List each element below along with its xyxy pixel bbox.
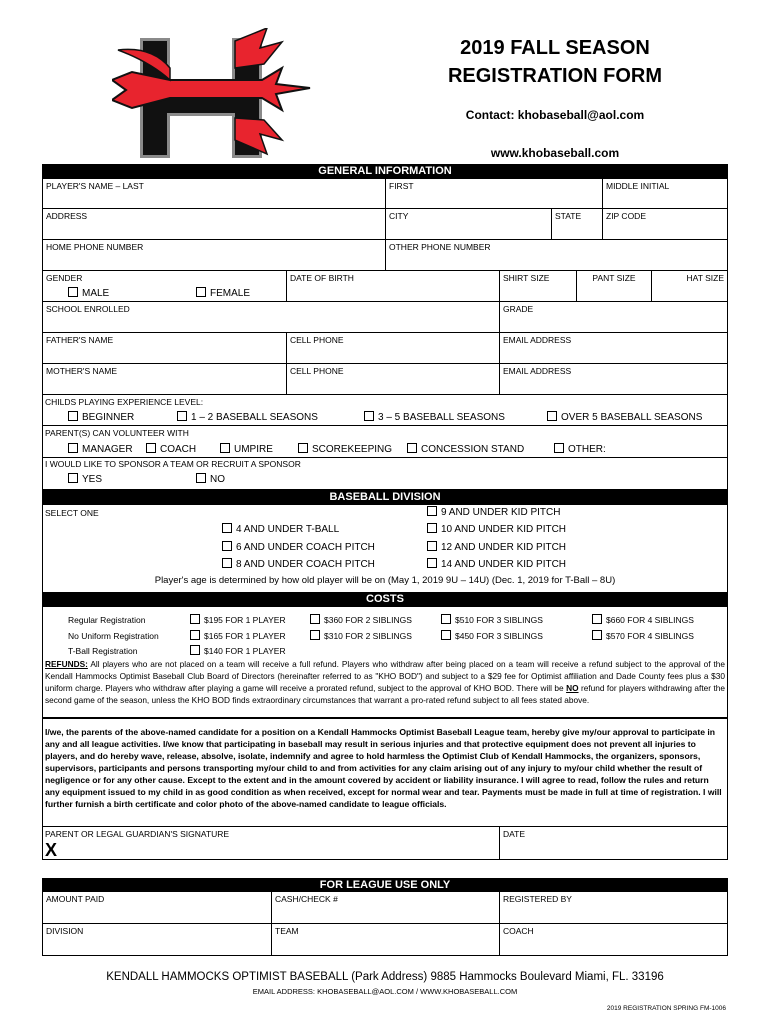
regular-1-player[interactable]	[190, 614, 286, 625]
checkbox[interactable]	[427, 506, 437, 516]
footer-email: EMAIL ADDRESS: KHOBASEBALL@AOL.COM / WWW.KHOBASEBALL.COM	[252, 987, 518, 996]
vol-coach[interactable]	[146, 443, 196, 455]
label: COACH	[160, 444, 197, 455]
volunteer-label: PARENT(S) CAN VOLUNTEER WITH	[45, 428, 189, 438]
label: REGISTERED BY	[503, 894, 572, 904]
label: COACH	[503, 926, 534, 936]
label: CONCESSION STAND	[421, 444, 525, 455]
checkbox[interactable]	[427, 541, 437, 551]
city-field[interactable]	[385, 208, 552, 240]
sponsor-yes[interactable]	[68, 473, 102, 485]
label: DIVISION	[46, 926, 84, 936]
label: 6 AND UNDER COACH PITCH	[236, 542, 375, 553]
vol-manager[interactable]	[68, 443, 133, 455]
mother-email-field[interactable]	[499, 363, 728, 395]
checkbox[interactable]	[190, 645, 200, 655]
checkbox[interactable]	[310, 614, 320, 624]
coach-field[interactable]	[499, 923, 728, 956]
label: PANT SIZE	[592, 273, 636, 283]
checkbox[interactable]	[592, 614, 602, 624]
label: OVER 5 BASEBALL SEASONS	[561, 412, 703, 423]
nouniform-1-player[interactable]	[190, 630, 286, 641]
sponsor-no[interactable]	[196, 473, 225, 485]
label: $140 FOR 1 PLAYER	[204, 646, 286, 656]
middle-initial-field[interactable]	[602, 178, 728, 209]
footer-form-code: 2019 REGISTRATION SPRING FM-1006	[606, 1005, 726, 1012]
signature-label: PARENT OR LEGAL GUARDIAN'S SIGNATURE	[45, 829, 230, 839]
label: GENDER	[46, 273, 83, 283]
label: GRADE	[503, 304, 534, 314]
age-note: Player's age is determined by how old player will be on (May 1, 2019 9U – 14U) (Dec. 1, 2019 for T-Ball – 8U)	[154, 575, 616, 586]
label: SHIRT SIZE	[503, 273, 550, 283]
label: UMPIRE	[234, 444, 273, 455]
form-title	[380, 34, 730, 90]
div-10u[interactable]	[427, 523, 566, 535]
label: 14 AND UNDER KID PITCH	[441, 559, 567, 570]
label: PLAYER'S NAME – LAST	[46, 181, 144, 191]
player-last-name-field[interactable]	[42, 178, 386, 209]
first-name-field[interactable]	[385, 178, 603, 209]
school-field[interactable]	[42, 301, 500, 333]
vol-concession[interactable]	[407, 443, 524, 455]
label: EMAIL ADDRESS	[503, 366, 572, 376]
waiver-text: I/we, the parents of the above-named candidate for a position on a Kendall Hammocks Optimist Baseball League team, hereby give my/our approval to participate in any and all league activities. I/we know that participating in baseball may result in serious injuries and that protective equipment does not prevent all injuries to players, and do hereby wave, release, absolve, isolate, indemnify and agree to hold harmless the Optimist Club of Kendall Hammocks, the organizers, sponsors, supervisors, participants and persons transporting my/our child to and from activities for any claim arising out of any injury to my/our child whether the result of negligence or for any other cause. Except to the extent and in the amount covered by accident or liability insurance. I will agree to read, follow the rules and return any equipment issued to my child in as good condition as when received, except for normal wear and tear. Payments must be made in full at time of registration. I will further furnish a birth certificate and color photo of the above-named candidate to league officials.	[45, 727, 722, 809]
checkbox[interactable]	[407, 443, 417, 453]
label: $660 FOR 4 SIBLINGS	[606, 615, 694, 625]
shirt-size-field[interactable]	[499, 270, 577, 302]
tball-1-player[interactable]	[190, 645, 286, 656]
checkbox[interactable]	[196, 287, 206, 297]
label: ADDRESS	[46, 211, 88, 221]
checkbox[interactable]	[298, 443, 308, 453]
label: SCHOOL ENROLLED	[46, 304, 130, 314]
division-band: BASEBALL DIVISION	[42, 490, 728, 504]
vol-umpire[interactable]	[220, 443, 273, 455]
checkbox[interactable]	[68, 443, 78, 453]
label: OTHER PHONE NUMBER	[389, 242, 491, 252]
label: SCOREKEEPING	[312, 444, 393, 455]
divider	[42, 457, 728, 458]
div-9u[interactable]	[427, 506, 560, 518]
checkbox[interactable]	[146, 443, 156, 453]
label: BEGINNER	[82, 412, 135, 423]
refunds-text	[45, 658, 725, 706]
hat-size-field[interactable]	[651, 270, 728, 302]
checkbox[interactable]	[547, 411, 557, 421]
label: CELL PHONE	[290, 335, 344, 345]
div-8u[interactable]	[222, 558, 375, 570]
checkbox[interactable]	[68, 287, 78, 297]
div-14u[interactable]	[427, 558, 566, 570]
pant-size-field[interactable]	[576, 270, 652, 302]
vol-other[interactable]	[554, 443, 606, 455]
label: HOME PHONE NUMBER	[46, 242, 144, 252]
label: AMOUNT PAID	[46, 894, 105, 904]
refunds-body-a: All players who are not placed on a team will receive a full refund. Players who withdraw after being placed on a team will receive a refund subject to the approval of the Kendall Hammocks Optimist Baseball Club Board of Directors (hereinafter referred to as "KHO BOD") and subject to a $29 fee for Optimist affiliation and Dade County fees plus a $30 uniform charge. Players who withdraw after playing a game will receive a prorated refund, subject to the approval of KHO BOD. There will be	[45, 659, 725, 693]
male-option[interactable]	[68, 287, 109, 299]
zip-field[interactable]	[602, 208, 728, 240]
father-email-field[interactable]	[499, 332, 728, 364]
exp-1-2[interactable]	[177, 411, 318, 423]
checkbox[interactable]	[177, 411, 187, 421]
checkbox[interactable]	[441, 614, 451, 624]
label: $570 FOR 4 SIBLINGS	[606, 631, 694, 641]
mother-name-field[interactable]	[42, 363, 287, 395]
website: www.khobaseball.com	[490, 146, 620, 160]
checkbox[interactable]	[220, 443, 230, 453]
checkbox[interactable]	[196, 473, 206, 483]
div-4u[interactable]	[222, 523, 339, 535]
select-one-label: SELECT ONE	[45, 508, 99, 518]
date-label: DATE	[503, 829, 526, 839]
label: 3 – 5 BASEBALL SEASONS	[378, 412, 505, 423]
checkbox[interactable]	[222, 541, 232, 551]
kho-logo	[112, 28, 312, 164]
other-phone-field[interactable]	[385, 239, 728, 271]
state-field[interactable]	[551, 208, 603, 240]
label: OTHER:	[568, 444, 606, 455]
address-field[interactable]	[42, 208, 386, 240]
label: YES	[82, 474, 103, 485]
checkbox[interactable]	[364, 411, 374, 421]
label: 9 AND UNDER KID PITCH	[441, 507, 561, 518]
checkbox[interactable]	[190, 630, 200, 640]
exp-3-5[interactable]	[364, 411, 505, 423]
team-field[interactable]	[271, 923, 500, 956]
label: $450 FOR 3 SIBLINGS	[455, 631, 543, 641]
label: FIRST	[389, 181, 414, 191]
label: MANAGER	[82, 444, 133, 455]
label: EMAIL ADDRESS	[503, 335, 572, 345]
regular-2-siblings[interactable]	[310, 614, 412, 625]
label: CELL PHONE	[290, 366, 344, 376]
home-phone-field[interactable]	[42, 239, 386, 271]
divider	[42, 826, 728, 827]
label: STATE	[555, 211, 582, 221]
sponsor-label: I WOULD LIKE TO SPONSOR A TEAM OR RECRUIT A SPONSOR	[45, 459, 301, 469]
label: CASH/CHECK #	[275, 894, 338, 904]
amount-paid-field[interactable]	[42, 891, 272, 924]
label: $510 FOR 3 SIBLINGS	[455, 615, 543, 625]
checkbox[interactable]	[190, 614, 200, 624]
label: 1 – 2 BASEBALL SEASONS	[191, 412, 318, 423]
label: FEMALE	[210, 288, 251, 299]
dob-field[interactable]	[286, 270, 500, 302]
division-field[interactable]	[42, 923, 272, 956]
checkbox[interactable]	[222, 558, 232, 568]
label: 8 AND UNDER COACH PITCH	[236, 559, 375, 570]
label: NO	[210, 474, 225, 485]
title-line-1: 2019 FALL SEASON	[460, 37, 650, 59]
label: $360 FOR 2 SIBLINGS	[324, 615, 412, 625]
grade-field[interactable]	[499, 301, 728, 333]
label: ZIP CODE	[606, 211, 646, 221]
label: FATHER'S NAME	[46, 335, 114, 345]
tball-registration-label: T-Ball Registration	[68, 646, 138, 656]
costs-band: COSTS	[42, 592, 728, 606]
label: DATE OF BIRTH	[290, 273, 354, 283]
father-cell-field[interactable]	[286, 332, 500, 364]
general-information-band: GENERAL INFORMATION	[42, 164, 728, 178]
divider	[499, 826, 500, 860]
title-line-2: REGISTRATION FORM	[447, 65, 663, 87]
checkbox[interactable]	[554, 443, 564, 453]
checkbox[interactable]	[427, 558, 437, 568]
regular-4-siblings[interactable]	[592, 614, 694, 625]
nouniform-3-siblings[interactable]	[441, 630, 543, 641]
label: MOTHER'S NAME	[46, 366, 118, 376]
female-option[interactable]	[196, 287, 250, 299]
exp-beginner[interactable]	[68, 411, 134, 423]
checkbox[interactable]	[310, 630, 320, 640]
refunds-label: REFUNDS:	[45, 659, 88, 669]
checkbox[interactable]	[427, 523, 437, 533]
label: $310 FOR 2 SIBLINGS	[324, 631, 412, 641]
div-6u[interactable]	[222, 541, 375, 553]
checkbox[interactable]	[592, 630, 602, 640]
regular-3-siblings[interactable]	[441, 614, 543, 625]
registered-by-field[interactable]	[499, 891, 728, 924]
checkbox[interactable]	[68, 473, 78, 483]
label: 4 AND UNDER T-BALL	[236, 524, 340, 535]
label: MALE	[82, 288, 110, 299]
cash-check-field[interactable]	[271, 891, 500, 924]
father-name-field[interactable]	[42, 332, 287, 364]
exp-over-5[interactable]	[547, 411, 702, 423]
signature-x[interactable]: X	[45, 840, 58, 860]
footer-address: KENDALL HAMMOCKS OPTIMIST BASEBALL (Park Address) 9885 Hammocks Boulevard Miami, FL. 33196	[106, 971, 664, 983]
label: TEAM	[275, 926, 299, 936]
regular-registration-label: Regular Registration	[68, 615, 146, 625]
nouniform-4-siblings[interactable]	[592, 630, 694, 641]
label: HAT SIZE	[686, 273, 724, 283]
label: 10 AND UNDER KID PITCH	[441, 524, 567, 535]
divider	[42, 425, 728, 426]
checkbox[interactable]	[68, 411, 78, 421]
label: 12 AND UNDER KID PITCH	[441, 542, 567, 553]
label: $165 FOR 1 PLAYER	[204, 631, 286, 641]
label: $195 FOR 1 PLAYER	[204, 615, 286, 625]
league-use-band: FOR LEAGUE USE ONLY	[42, 878, 728, 892]
experience-block	[42, 394, 728, 490]
label: MIDDLE INITIAL	[606, 181, 670, 191]
contact-email: Contact: khobaseball@aol.com	[465, 108, 645, 122]
vol-scorekeeping[interactable]	[298, 443, 392, 455]
checkbox[interactable]	[222, 523, 232, 533]
nouniform-2-siblings[interactable]	[310, 630, 412, 641]
no-uniform-registration-label: No Uniform Registration	[68, 631, 159, 641]
checkbox[interactable]	[441, 630, 451, 640]
experience-label: CHILDS PLAYING EXPERIENCE LEVEL:	[45, 397, 204, 407]
refunds-no: NO	[566, 683, 579, 693]
mother-cell-field[interactable]	[286, 363, 500, 395]
label: CITY	[389, 211, 409, 221]
refunds-body-b: refund for players withdrawing after the second game of the season, unless the KHO BOD finds extraordinary circumstances that warrant a pro-rated refund subject to all fees stated above.	[45, 683, 725, 705]
div-12u[interactable]	[427, 541, 566, 553]
